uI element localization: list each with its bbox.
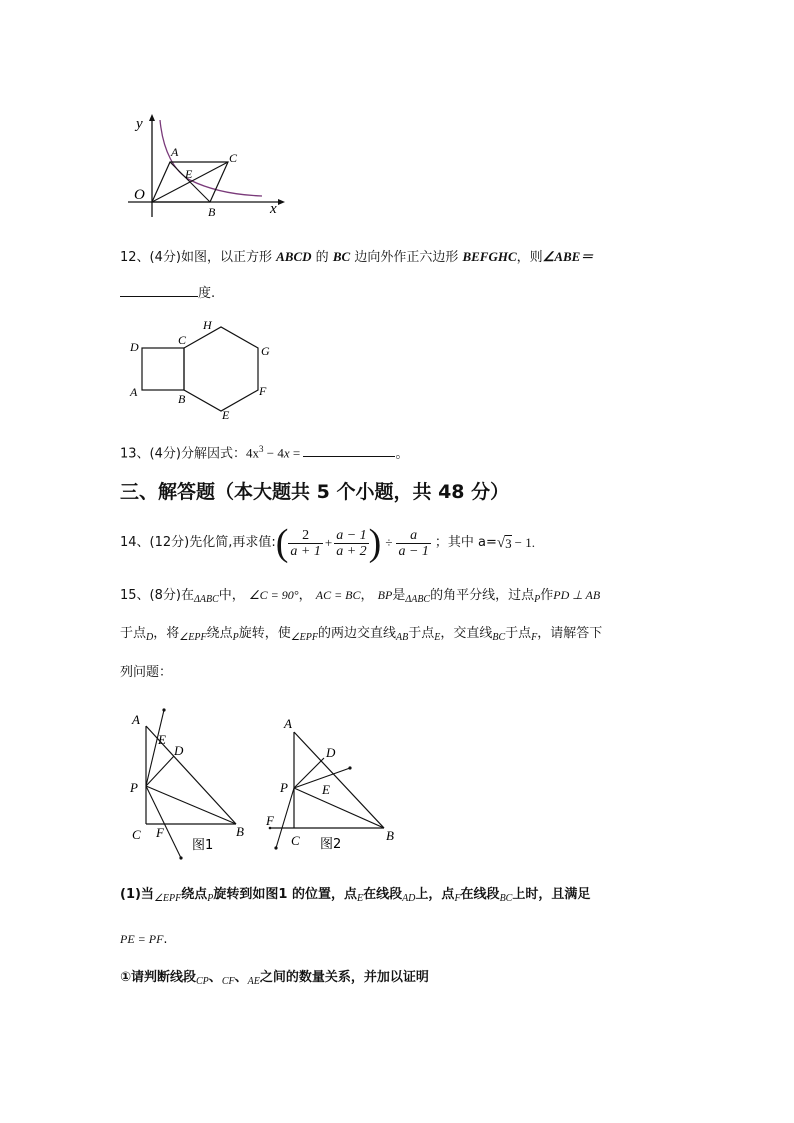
question-15-line-3: 列问题：	[120, 665, 173, 680]
q15-number: 15、(8分)	[120, 588, 181, 603]
label-x: x	[270, 201, 277, 217]
q13-number: 13、(4分)	[120, 446, 181, 462]
svg-text:E: E	[158, 732, 166, 747]
label-g: G	[261, 344, 270, 358]
label-d: D	[130, 340, 139, 354]
figure-1-caption: 图1	[192, 838, 214, 853]
label-f: F	[259, 384, 267, 398]
figure-square-hexagon	[126, 315, 276, 420]
q12-answer-line	[120, 282, 215, 303]
hexagon-befghc	[184, 327, 258, 411]
q13-tail: 。	[395, 446, 409, 462]
q13-expr-eq: =	[289, 445, 304, 461]
q14-sqrt-val: 3	[505, 536, 512, 551]
section-3-heading: 三、解答题（本大题共 5 个小题，共 48 分）	[120, 481, 510, 503]
q12-text1: 如图，以正方形	[180, 250, 272, 265]
svg-text:D: D	[174, 743, 184, 758]
svg-text:A: A	[132, 712, 140, 727]
q13-exponent: 3	[258, 444, 264, 454]
q13-expr-b: − 4	[263, 445, 284, 461]
x-axis-arrow	[278, 199, 285, 205]
square-abcd	[142, 348, 184, 390]
q12-answer-blank[interactable]	[120, 282, 198, 297]
label-c: C	[178, 333, 187, 347]
label-y: y	[136, 116, 143, 132]
svg-text:B: B	[386, 828, 394, 843]
svg-text:P: P	[280, 780, 288, 795]
q12-befghc: BEFGHC	[462, 249, 517, 264]
q14-plus: +	[324, 535, 333, 550]
q14-tail2: − 1.	[514, 535, 535, 550]
q12-text4: ，则	[516, 250, 543, 265]
label-e: E	[222, 408, 230, 420]
svg-text:C: C	[291, 833, 300, 848]
label-c: C	[229, 151, 238, 165]
label-b: B	[178, 392, 186, 406]
figure-hyperbola	[120, 112, 290, 227]
svg-text:P: P	[130, 780, 138, 795]
part-1-line-1: (1)当$_{\angle EPF}$绕点$_P$旋转到如图1 的位置，点$_E$在线段$_{AD}$上，点$_F$在线段$_{BC}$上时，且满足	[120, 887, 591, 904]
q14-tail1: ；其中 a=	[434, 535, 497, 550]
label-a: A	[171, 145, 179, 159]
svg-text:E: E	[322, 782, 330, 797]
svg-text:F: F	[156, 825, 164, 840]
q12-number: 12、(4分)	[120, 250, 181, 265]
figure-2	[262, 710, 408, 860]
q14-sqrt-sign: √	[496, 535, 506, 551]
question-14: 14、(12分) 先化简,再求值: ( $\frac{2}{a + 1}$ + $\frac{a - 1}{a + 2}$ ) ÷ $\frac{a}{a - 1}$ ；其中 a= √ 3 − 1.	[120, 522, 535, 564]
q12-text3: 边向外作正六边形	[354, 250, 459, 265]
question-15-line-1: 15、(8分)在$_{\Delta ABC}$中， ∠C = 90°， AC = BC， BP是$_{\Delta ABC}$的角平分线，过点$_P$作PD ⊥ AB	[120, 588, 601, 605]
question-13	[120, 440, 408, 463]
q14-fraction-3: $\frac{a}{a - 1}$	[398, 527, 429, 559]
q13-text: 分解因式：	[180, 446, 246, 462]
question-15-line-2: 于点$_D$，将$_{\angle EPF}$绕点$_P$旋转，使$_{\angle EPF}$的两边交直线$_{AB}$于点$_E$，交直线$_{BC}$于点$_F$，请解答下	[120, 626, 603, 643]
part-1-question: ①请判断线段$_{CP}$、$_{CF}$、$_{AE}$之间的数量关系，并加以证明	[120, 970, 429, 987]
svg-text:C: C	[132, 827, 141, 842]
q14-fraction-2: $\frac{a - 1}{a + 2}$	[336, 527, 367, 559]
label-e: E	[185, 167, 193, 181]
q13-expr-a: 4x	[245, 445, 259, 461]
figure-2-caption: 图2	[320, 837, 342, 852]
svg-text:D: D	[326, 745, 336, 760]
q12-angle: ∠ABE＝	[542, 249, 594, 264]
svg-text:A: A	[284, 716, 292, 731]
q14-divide: ÷	[385, 535, 393, 550]
q14-text: 先化简,再求值:	[189, 535, 276, 550]
svg-text:B: B	[236, 824, 244, 839]
figure-1	[124, 706, 264, 866]
q12-tail: 度.	[198, 286, 216, 301]
q14-number: 14、(12分)	[120, 535, 190, 550]
q14-fraction-1: $\frac{2}{a + 1}$	[290, 527, 321, 559]
svg-text:F: F	[266, 813, 274, 828]
question-12	[120, 248, 593, 267]
label-a: A	[130, 385, 138, 399]
q13-answer-blank[interactable]	[303, 442, 395, 457]
q13-expr-x: x	[283, 445, 290, 461]
q12-text2: 的	[315, 250, 329, 265]
part-1-line-2: PE = PF.	[120, 932, 168, 947]
label-o: O	[134, 187, 145, 203]
label-b: B	[208, 205, 216, 219]
label-h: H	[203, 318, 212, 332]
q12-bc: BC	[332, 249, 351, 264]
q12-abcd: ABCD	[276, 249, 312, 264]
y-axis-arrow	[149, 114, 155, 121]
